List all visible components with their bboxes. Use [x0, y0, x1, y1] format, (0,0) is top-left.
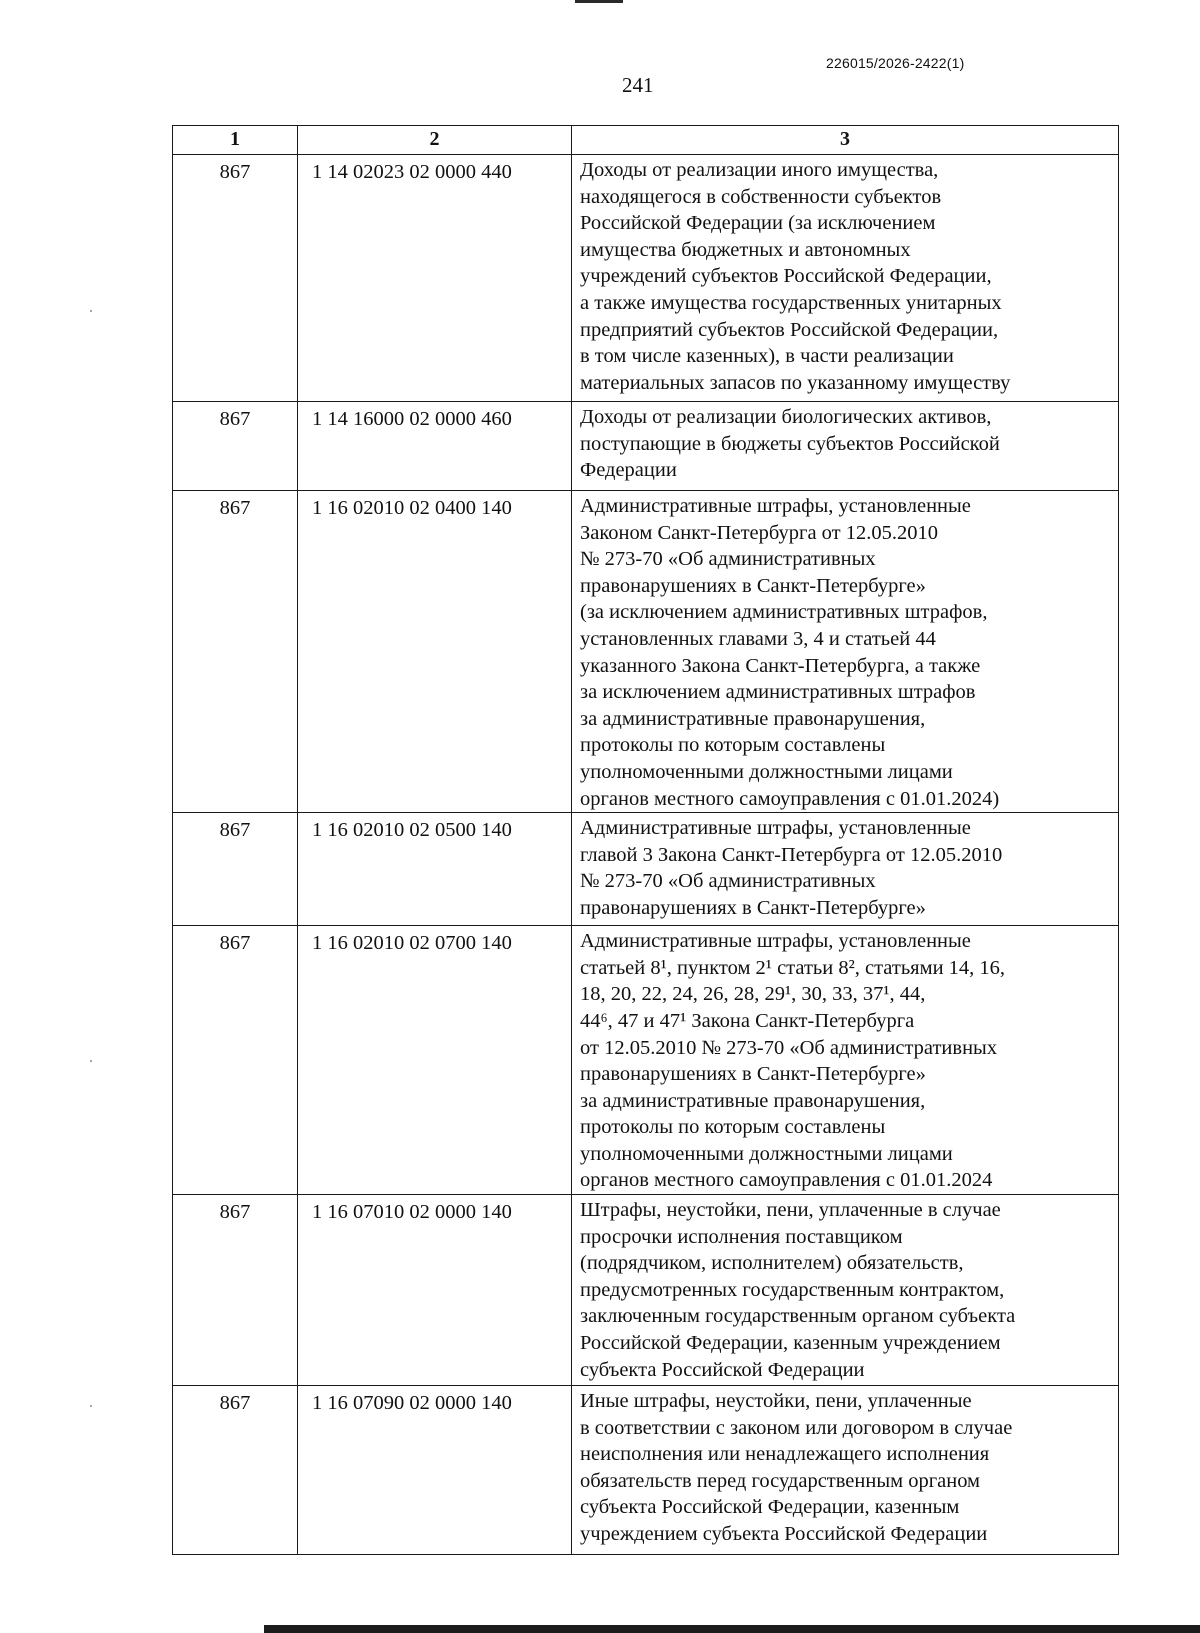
admin-code-cell: 867	[173, 1386, 298, 1555]
table-row	[173, 1195, 1119, 1386]
description-line: Законом Санкт-Петербурга от 12.05.2010	[580, 521, 938, 544]
description-line: (подрядчиком, исполнителем) обязательств,	[580, 1252, 964, 1275]
description-line: обязательств перед государственным органом	[580, 1469, 981, 1492]
budget-code-cell: 1 16 02010 02 0700 140	[298, 926, 572, 1195]
description-line: в соответствии с законом или договором в случае	[580, 1416, 1013, 1439]
admin-code-cell: 867	[173, 491, 298, 813]
description-line: главой 3 Закона Санкт-Петербурга от 12.05.2010	[580, 843, 1003, 866]
description-line: правонарушениях в Санкт-Петербурге»	[580, 896, 926, 919]
table-row	[173, 155, 1119, 402]
scan-edge-mark	[575, 0, 623, 3]
description-cell	[572, 813, 1119, 926]
budget-code-cell: 1 16 02010 02 0400 140	[298, 491, 572, 813]
description-line: учреждением субъекта Российской Федерации	[580, 1523, 988, 1546]
budget-code-cell: 1 14 16000 02 0000 460	[298, 402, 572, 491]
budget-codes-table	[172, 125, 1119, 1555]
admin-code-cell: 867	[173, 155, 298, 402]
scan-bottom-edge	[264, 1625, 1200, 1633]
description-line: № 273-70 «Об административных	[580, 870, 876, 893]
description-cell	[572, 1386, 1119, 1555]
description-line: протоколы по которым составлены	[580, 734, 886, 757]
column-header: 2	[298, 126, 572, 155]
budget-code-cell: 1 16 07090 02 0000 140	[298, 1386, 572, 1555]
description-line: Российской Федерации (за исключением	[580, 212, 936, 235]
description-line: материальных запасов по указанному имуществу	[580, 371, 1011, 394]
description-cell	[572, 155, 1119, 402]
description-line: Доходы от реализации иного имущества,	[580, 159, 939, 181]
description-line: правонарушениях в Санкт-Петербурге»	[580, 574, 926, 597]
description-line: в том числе казенных), в части реализации	[580, 345, 954, 368]
budget-code-cell: 1 16 07010 02 0000 140	[298, 1195, 572, 1386]
description-line: уполномоченными должностными лицами	[580, 760, 953, 783]
description-line: статьей 8¹, пунктом 2¹ статьи 8², статьями 14, 16,	[580, 956, 1006, 979]
description-cell	[572, 926, 1119, 1195]
admin-code-cell: 867	[173, 402, 298, 491]
description-line: (за исключением административных штрафов,	[580, 601, 988, 624]
table-row	[173, 402, 1119, 491]
description-line: а также имущества государственных унитарных	[580, 291, 1002, 314]
description-cell	[572, 402, 1119, 491]
page-number: 241	[622, 73, 654, 97]
description-line: правонарушениях в Санкт-Петербурге»	[580, 1063, 926, 1086]
description-line: имущества бюджетных и автономных	[580, 238, 911, 261]
table-row	[173, 926, 1119, 1195]
description-line: находящегося в собственности субъектов	[580, 185, 942, 208]
description-line: № 273-70 «Об административных	[580, 548, 876, 571]
document-code: 226015/2026-2422(1)	[826, 55, 965, 71]
description-line: за административные правонарушения,	[580, 707, 926, 730]
description-line: заключенным государственным органом субъекта	[580, 1305, 1016, 1328]
description-line: 44⁶, 47 и 47¹ Закона Санкт-Петербурга	[580, 1009, 915, 1032]
admin-code-cell: 867	[173, 926, 298, 1195]
description-cell	[572, 1195, 1119, 1386]
description-line: указанного Закона Санкт-Петербурга, а также	[580, 654, 981, 677]
budget-code-cell: 1 16 02010 02 0500 140	[298, 813, 572, 926]
description-line: уполномоченными должностными лицами	[580, 1142, 953, 1165]
description-line: неисполнения или ненадлежащего исполнения	[580, 1443, 990, 1466]
description-line: предусмотренных государственным контрактом,	[580, 1278, 1005, 1301]
description-line: 18, 20, 22, 24, 26, 28, 29¹, 30, 33, 37¹, 44,	[580, 983, 926, 1006]
scan-speck	[90, 310, 92, 312]
scan-speck	[90, 1405, 92, 1407]
table-row	[173, 491, 1119, 813]
column-header: 3	[572, 126, 1119, 155]
description-line: за исключением административных штрафов	[580, 681, 976, 704]
description-line: Административные штрафы, установленные	[580, 495, 971, 517]
description-line: просрочки исполнения поставщиком	[580, 1225, 903, 1248]
description-line: от 12.05.2010 № 273-70 «Об административных	[580, 1036, 998, 1059]
description-line: органов местного самоуправления с 01.01.2024)	[580, 787, 1000, 810]
description-line: Иные штрафы, неустойки, пени, уплаченные	[580, 1390, 972, 1413]
description-line: субъекта Российской Федерации, казенным	[580, 1496, 960, 1519]
description-cell	[572, 491, 1119, 813]
admin-code-cell: 867	[173, 813, 298, 926]
description-line: Штрафы, неустойки, пени, уплаченные в случае	[580, 1199, 1001, 1222]
description-line: Федерации	[580, 459, 677, 482]
description-line: органов местного самоуправления с 01.01.2024	[580, 1169, 993, 1192]
description-line: учреждений субъектов Российской Федерации,	[580, 265, 992, 288]
budget-code-cell: 1 14 02023 02 0000 440	[298, 155, 572, 402]
description-line: Доходы от реализации биологических активов,	[580, 406, 992, 428]
scan-speck	[90, 1060, 92, 1062]
description-line: за административные правонарушения,	[580, 1089, 926, 1112]
column-header: 1	[173, 126, 298, 155]
table-row	[173, 813, 1119, 926]
admin-code-cell: 867	[173, 1195, 298, 1386]
description-line: предприятий субъектов Российской Федерации,	[580, 318, 999, 341]
description-line: субъекта Российской Федерации	[580, 1358, 865, 1381]
table-header-row	[173, 126, 1119, 155]
description-line: Российской Федерации, казенным учреждением	[580, 1332, 1001, 1355]
description-line: протоколы по которым составлены	[580, 1116, 886, 1139]
table-row	[173, 1386, 1119, 1555]
description-line: Административные штрафы, установленные	[580, 817, 971, 840]
description-line: поступающие в бюджеты субъектов Российской	[580, 432, 1000, 455]
description-line: установленных главами 3, 4 и статьей 44	[580, 627, 936, 650]
description-line: Административные штрафы, установленные	[580, 930, 971, 953]
